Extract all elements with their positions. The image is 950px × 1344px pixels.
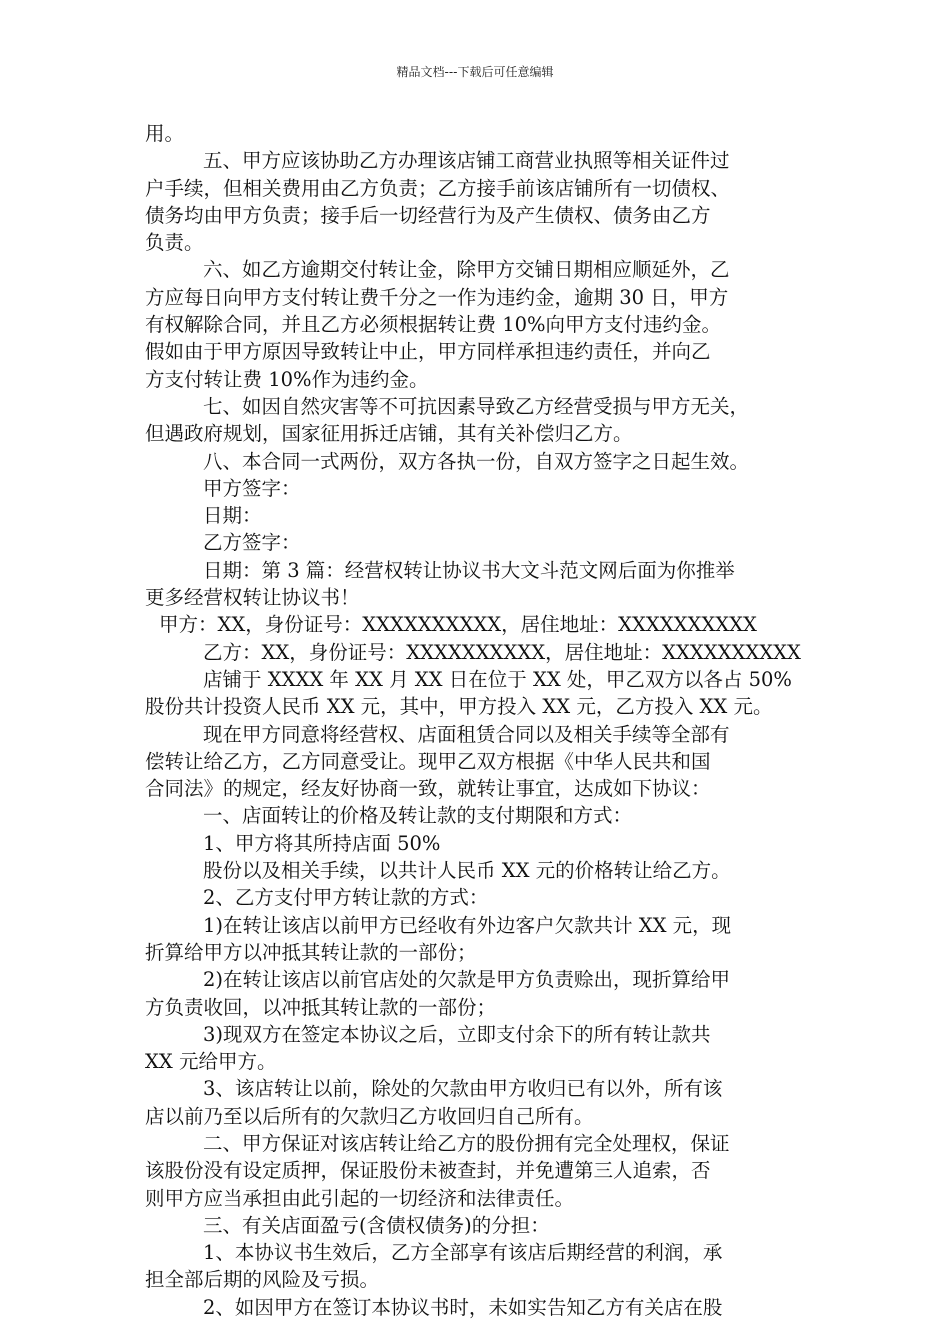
text-line: 五、甲方应该协助乙方办理该店铺工商营业执照等相关证件过 [203,149,730,173]
page-header: 精品文档---下载后可任意编辑 [396,65,554,79]
text-line: 三、有关店面盈亏(含债权债务)的分担： [203,1213,550,1237]
document-body [145,120,809,1321]
text-line: 七、如因自然灾害等不可抗因素导致乙方经营受损与甲方无关， [203,394,750,418]
text-line: 方支付转让费 10%作为违约金。 [145,367,429,391]
text-line: 债务均由甲方负责；接手后一切经营行为及产生债权、债务由乙方 [145,203,711,227]
text-line: 3)现双方在签定本协议之后，立即支付余下的所有转让款共 [203,1022,711,1046]
text-line: 股份共计投资人民币 XX 元，其中，甲方投入 XX 元，乙方投入 XX 元。 [145,695,773,719]
text-line: 日期：第 3 篇：经营权转让协议书大文斗范文网后面为你推举 [203,558,735,582]
text-line: 方负责收回，以冲抵其转让款的一部份； [145,995,497,1019]
text-line: 合同法》的规定，经友好协商一致，就转让事宜，达成如下协议： [145,777,711,801]
text-line: 方应每日向甲方支付转让费千分之一作为违约金，逾期 30 日，甲方 [145,285,729,309]
text-line: 3、该店转让以前，除处的欠款由甲方收归已有以外，所有该 [203,1077,723,1101]
text-line: 甲方签字： [203,476,301,500]
text-line: 2、如因甲方在签订本协议书时，未如实告知乙方有关店在股 [203,1295,723,1319]
text-line: 二、甲方保证对该店转让给乙方的股份拥有完全处理权，保证 [203,1131,730,1155]
text-line: 折算给甲方以冲抵其转让款的一部份； [145,940,477,964]
text-line: 则甲方应当承担由此引起的一切经济和法律责任。 [145,1186,575,1210]
text-line: 店以前乃至以后所有的欠款归乙方收回归自己所有。 [145,1104,594,1128]
text-line: 日期： [203,504,262,528]
text-line: 但遇政府规划，国家征用拆迁店铺，其有关补偿归乙方。 [145,422,633,446]
text-line: 一、店面转让的价格及转让款的支付期限和方式： [203,804,633,828]
text-line: XX 元给甲方。 [145,1050,277,1074]
text-line: 八、本合同一式两份，双方各执一份，自双方签字之日起生效。 [203,449,750,473]
text-line: 该股份没有设定质押，保证股份未被查封，并免遭第三人追索，否 [145,1159,711,1183]
text-line: 店铺于 XXXX 年 XX 月 XX 日在位于 XX 处，甲乙双方以各占 50% [203,667,792,691]
text-line: 2)在转让该店以前官店处的欠款是甲方负责赊出，现折算给甲 [203,968,731,992]
text-line: 户手续，但相关费用由乙方负责；乙方接手前该店铺所有一切债权、 [145,176,731,200]
text-line: 担全部后期的风险及亏损。 [145,1268,380,1292]
text-line: 六、如乙方逾期交付转让金，除甲方交铺日期相应顺延外，乙 [203,258,730,282]
text-line: 1)在转让该店以前甲方已经收有外边客户欠款共计 XX 元，现 [203,913,732,937]
text-line: 用。 [145,122,185,145]
text-line: 乙方签字： [203,531,301,555]
text-line: 乙方：XX，身份证号：XXXXXXXXXX，居住地址：XXXXXXXXXX [203,640,801,664]
text-line: 甲方：XX，身份证号：XXXXXXXXXX，居住地址：XXXXXXXXXX [159,613,757,637]
text-line: 假如由于甲方原因导致转让中止，甲方同样承担违约责任，并向乙 [145,340,711,364]
text-line: 1、本协议书生效后，乙方全部享有该店后期经营的利润，承 [203,1241,723,1265]
text-line: 负责。 [145,231,204,255]
text-line: 现在甲方同意将经营权、店面租赁合同以及相关手续等全部有 [203,722,730,746]
text-line: 2、乙方支付甲方转让款的方式： [203,886,489,910]
text-line: 偿转让给乙方，乙方同意受让。现甲乙双方根据《中华人民共和国 [145,749,711,773]
text-line: 1、甲方将其所持店面 50% [203,831,441,855]
text-line: 股份以及相关手续，以共计人民币 XX 元的价格转让给乙方。 [203,859,731,883]
text-line: 有权解除合同，并且乙方必须根据转让费 10%向甲方支付违约金。 [145,313,722,337]
text-line: 更多经营权转让协议书！ [145,586,360,610]
